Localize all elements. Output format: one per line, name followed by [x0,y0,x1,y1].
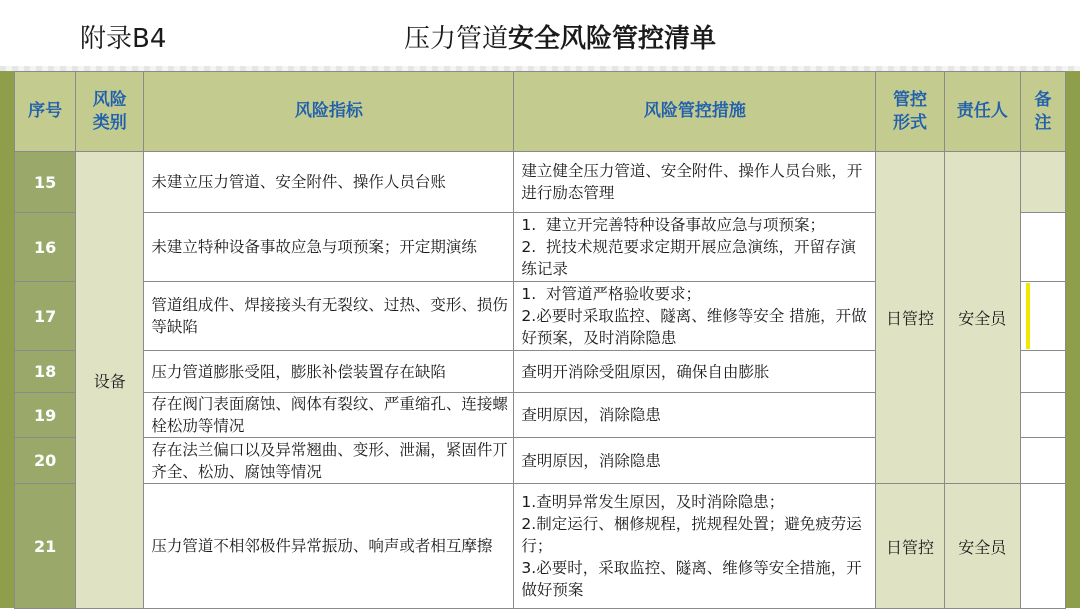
note-cell [1020,152,1065,213]
control-measure: 查明开消除受阻原因，确保自由膨胀 [514,351,876,393]
control-measure: 查明原因，消除隐患 [514,393,876,438]
col-header-category [76,72,144,152]
row-number: 18 [15,351,76,393]
responsible-person: 安全员 [944,152,1020,484]
note-cell [1020,351,1065,393]
col-header-no: 序号 [15,72,76,152]
control-measure: 建立健全压力管道、安全附件、操作人员台账，开进行励态管理 [514,152,876,213]
risk-indicator: 压力管道膨胀受阻，膨胀补偿装置存在缺陷 [144,351,514,393]
col-header-category-text: 风险类别 [92,89,127,133]
right-accent-bar [1066,71,1080,608]
col-header-indicator: 风险指标 [144,72,514,152]
control-measure: 1. 建立开完善特种设备事故应急与项预案； 2. 挄技术规范要求定期开展应急演练，开留存演练记录 [514,213,876,282]
row-number: 20 [15,438,76,484]
risk-indicator: 管道组成件、焊接接头有无裂纹、过热、变形、损伤等缺陷 [144,282,514,351]
slide-header [0,0,1080,66]
control-measure: 1. 对管道严格验收要求； 2.必要时采取监控、隧离、维修等安全 措施，开做好预案，及时消除隐患 [514,282,876,351]
risk-indicator: 未建立特种设备事故应急与项预案；开定期演练 [144,213,514,282]
col-header-note-text: 备注 [1034,89,1052,133]
control-form: 日管控 [876,152,944,484]
table-row [15,152,1066,213]
risk-indicator: 存在阀门表面腐蚀、阀体有裂纹、严重缩孔、连接螺栓松劢等情况 [144,393,514,438]
row-number: 15 [15,152,76,213]
table-row [15,484,1066,609]
responsible-person: 安全员 [944,484,1020,609]
table-header-row [15,72,1066,152]
note-cell [1020,393,1065,438]
col-header-responsible: 责任人 [944,72,1020,152]
left-accent-bar [0,71,14,608]
control-form: 日管控 [876,484,944,609]
control-measure: 查明原因，消除隐患 [514,438,876,484]
row-number: 16 [15,213,76,282]
page-title [404,18,716,55]
title-prefix: 压力管道 [404,24,509,54]
risk-indicator: 未建立压力管道、安全附件、操作人员台账 [144,152,514,213]
col-header-control-text: 管控形式 [893,89,928,133]
risk-category: 设备 [76,152,144,609]
title-bold: 安全风险管控清单 [508,24,717,54]
risk-control-table [14,71,1066,609]
row-number: 21 [15,484,76,609]
row-number: 19 [15,393,76,438]
control-measure: 1.查明异常发生原因，及时消除隐患； 2.制定运行、梱修规程，挄规程处置；避免疲劳运行； 3.必要时，采取监控、隧离、维修等安全措施，开做好预案 [514,484,876,609]
highlight-marker [1026,283,1030,349]
col-header-measure: 风险管控措施 [514,72,876,152]
risk-indicator: 存在法兰偏口以及异常翘曲、变形、泄漏，紧固件丌齐全、松劢、腐蚀等情况 [144,438,514,484]
note-cell [1020,438,1065,484]
risk-indicator: 压力管道不相邻极件异常振劢、响声或者相互摩擦 [144,484,514,609]
appendix-label: 附录B4 [80,24,167,54]
note-cell [1020,213,1065,282]
col-header-note [1020,72,1065,152]
note-cell [1020,484,1065,609]
col-header-control [876,72,944,152]
row-number: 17 [15,282,76,351]
